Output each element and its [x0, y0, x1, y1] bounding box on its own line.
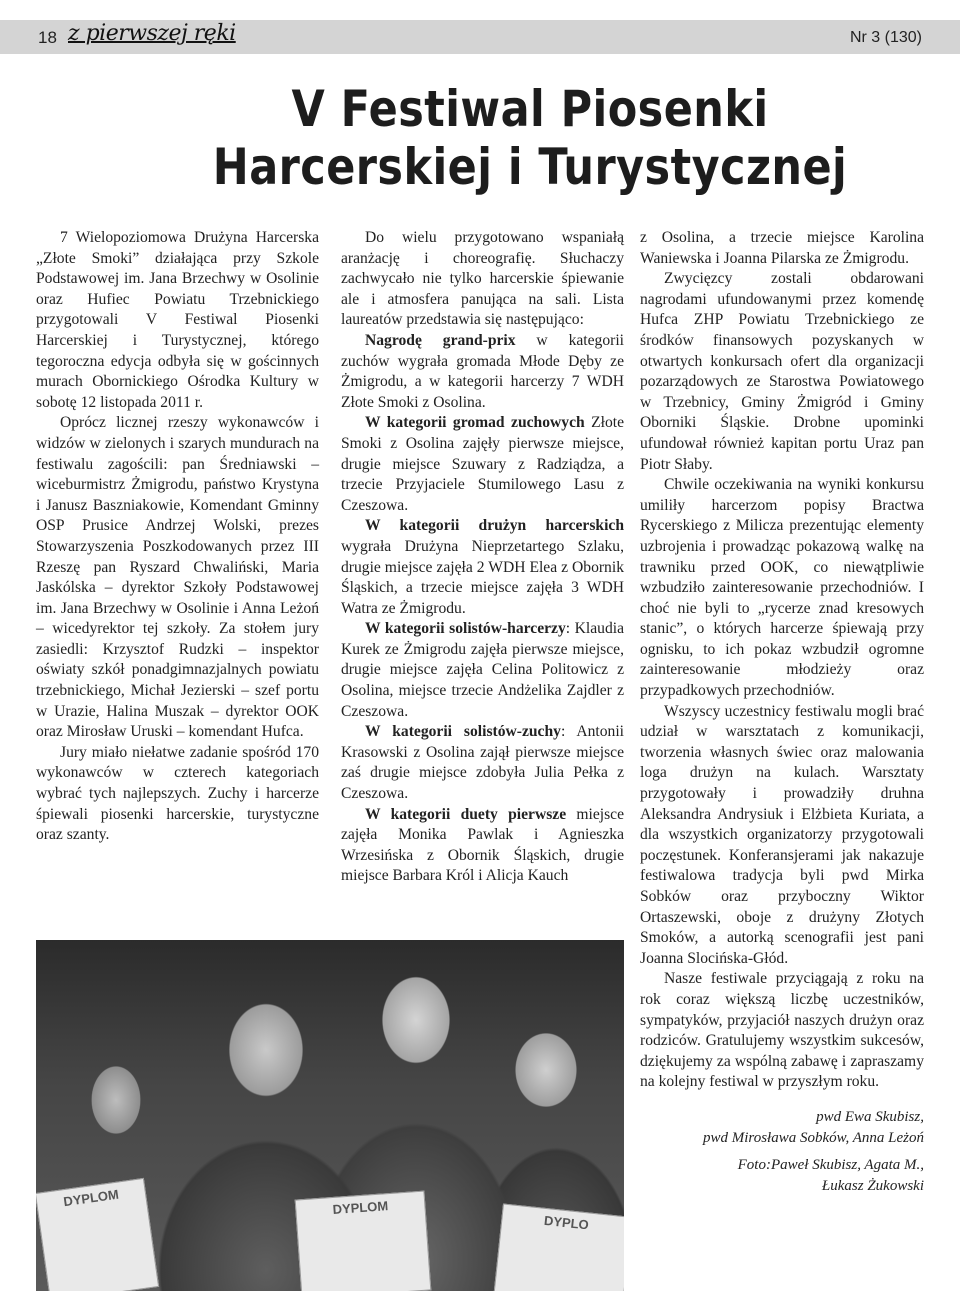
photo-credit-line-2: Łukasz Żukowski	[821, 1177, 924, 1194]
paragraph	[341, 805, 624, 887]
paragraph-text: miejsce zajęła Monika Pawlak i Agnieszka Wrzesińska z Obornik Śląskich, drugie miejsce Barbara Król i Alicja Kauch	[341, 805, 625, 885]
title-line-2: Harcerskiej i Turystycznej	[212, 138, 848, 196]
paragraph	[341, 516, 624, 619]
category-heading: W kategorii solistów-zuchy	[365, 723, 561, 741]
paragraph: Zwycięzcy zostali obdarowani nagrodami ufundowanymi przez komendę Hufca ZHP Powiatu Trzebnickiego ze środków finansowych pozyskanych w otwartych konkursach ofert dla organizacji pozarządowych ze Starostwa Powiatowego w Trzebnicy, Gminy Żmigród i Gminy Oborniki Śląskie. Drobne upominki ufundował również kapitan portu Uraz pan Piotr Słaby.	[640, 270, 924, 473]
paragraph	[341, 619, 624, 722]
article-column-2	[341, 228, 624, 887]
title-line-1: V Festiwal Piosenki	[291, 80, 769, 138]
article-column-3	[640, 228, 924, 1197]
issue-number: Nr 3 (130)	[849, 29, 922, 46]
paragraph: Chwile oczekiwania na wyniki konkursu umiliły harcerzom popisy Bractwa Rycerskiego z Milicza prezentując elementy uzbrojenia i prowadząc pokazową walkę na trawniku przed OOK, co niewątpliwie wzbudziło zainteresowanie przechodniów. I choć nie byli to „rycerze znad kresowych stanic”, o których harcerze śpiewają przy ognisku, to ich pokaz wzbudził ogromne zainteresowanie młodzieży oraz przypadkowych przechodniów.	[640, 476, 924, 700]
paragraph	[341, 413, 624, 516]
magazine-name: z pierwszej ręki	[68, 21, 236, 46]
signature	[640, 1107, 924, 1149]
article-column-1	[36, 228, 319, 846]
category-heading: W kategorii solistów-harcerzy	[365, 620, 566, 638]
author-line-2: pwd Mirosława Sobków, Anna Leżoń	[703, 1129, 924, 1146]
category-heading: W kategorii gromad zuchowych	[365, 414, 585, 432]
article-photo	[36, 940, 624, 1291]
paragraph: 7 Wielopoziomowa Drużyna Harcerska „Złote Smoki” działająca przy Szkole Podstawowej im. Jana Brzechwy w Osolinie oraz Hufiec Powiatu Trzebnickiego przygotowali V Festiwal Piosenki Harcerskiej i Turystycznej, którego tegoroczna edycja odbyła się w gościnnych murach Obornickiego Ośrodka Kultury w sobotę 12 listopada 2011 r.	[36, 229, 319, 411]
paragraph-text: : Klaudia Kurek ze Żmigrodu zajęła pierwsze miejsce, drugie miejsce zajęła Celina Politowicz z Osolina, miejsce trzecie Andżelika Zajdler z Czeszowa.	[341, 620, 625, 720]
paragraph-text: : Antonii Krasowski z Osolina zajął pierwsze miejsce zaś drugie miejsce zdobyła Julia Pełka z Czeszowa.	[341, 723, 624, 803]
photo-credit-line-1: Foto:Paweł Skubisz, Agata M.,	[737, 1156, 924, 1173]
diploma-center: DYPLOM	[295, 1191, 432, 1291]
paragraph: Oprócz licznej rzeszy wykonawców i widzów w zielonych i szarych mundurach na festiwalu zagościli: pan Średniawski – wiceburmistrz Żmigrodu, państwo Krystyna i Janusz Baszniakowie, Komendant Gminny OSP Prusice Andrzej Wolski, prezes Stowarzyszenia Poszkodowanych przez III Rzeszę pan Ryszard Chwaliński, Maria Jaskólska – dyrektor Szkoły Podstawowej im. Jana Brzechwy w Osolinie i Anna Leżoń – wicedyrektor tej szkoły. Za stołem jury zasiedli: Krzysztof Rudzki – inspektor oświaty szkół ponadgimnazjalnych powiatu trzebnickiego, Michał Jezierski – szef portu w Urazie, Halina Muszak – dyrektor OOK oraz Mirosław Uruski – komendant Hufca.	[36, 414, 319, 741]
page-number: 18	[38, 28, 57, 47]
paragraph: Wszyscy uczestnicy festiwalu mogli brać udział w warsztatach z komunikacji, tworzenia własnych świec oraz malowania loga drużyn na kulach. Warsztaty przygotowały i prowadziły druhna Aleksandra Andrysiuk i Elżbieta Kuriata, a dla wszystkich organizatorzy przygotowali poczęstunek. Konferansjerami jak nakazuje festiwalowa tradycja byli pwd Mirka Sobków oraz przyboczny Wiktor Ortaszewski, oboje z drużyny Złotych Smoków, a autorką scenografii jest pani Joanna Slocińska-Głód.	[640, 702, 924, 967]
paragraph: z Osolina, a trzecie miejsce Karolina Waniewska i Joanna Pilarska ze Żmigrodu.	[640, 229, 924, 267]
article-title	[203, 80, 857, 196]
photo-credit	[640, 1155, 924, 1197]
category-heading: W kategorii duety pierwsze	[365, 805, 567, 823]
paragraph-text: Złote Smoki z Osolina zajęły pierwsze miejsce, drugie miejsce Szuwary z Radziądza, a trzecie Przyjaciele Stumilowego Lasu z Czeszowa.	[341, 414, 624, 514]
paragraph	[341, 722, 624, 804]
paragraph-text: wygrała Drużyna Nieprzetartego Szlaku, drugie miejsce zajęła 2 WDH Elea z Obornik Śląskich, a trzecie miejsce zajęła 3 WDH Watra ze Żmigrodu.	[341, 537, 624, 617]
paragraph: Jury miało niełatwe zadanie spośród 170 wykonawców w czterech kategoriach wybrać tych najlepszych. Zuchy i harcerze śpiewali piosenki harcerskie, turystyczne oraz szanty.	[36, 743, 319, 844]
paragraph	[341, 331, 624, 413]
diploma-right: DYPLO	[494, 1203, 624, 1291]
category-heading: Nagrodę grand-prix	[365, 331, 516, 349]
category-heading: W kategorii drużyn harcerskich	[365, 517, 624, 535]
paragraph-text: w kategorii zuchów wygrała gromada Młode Dęby ze Żmigrodu, a w kategorii harcerzy 7 WDH Złote Smoki z Osolina.	[341, 331, 624, 411]
paragraph: Nasze festiwale przyciągają z roku na rok coraz większą liczbę uczestników, sympatyków, przyjaciół naszych drużyn oraz rodziców. Gratulujemy wszystkim sukcesów, dziękujemy za wspólną zabawę i zapraszamy na kolejny festiwal w przyszłym roku.	[640, 970, 924, 1091]
page-header	[0, 20, 960, 54]
diploma-left: DYPLOM	[36, 1178, 159, 1291]
paragraph: Do wielu przygotowano wspaniałą aranżację i choreografię. Słuchaczy zachwycało nie tylko harcerskie śpiewanie ale i atmosfera panująca na sali. Lista laureatów przedstawia się następująco:	[341, 229, 624, 329]
author-line-1: pwd Ewa Skubisz,	[816, 1108, 924, 1125]
